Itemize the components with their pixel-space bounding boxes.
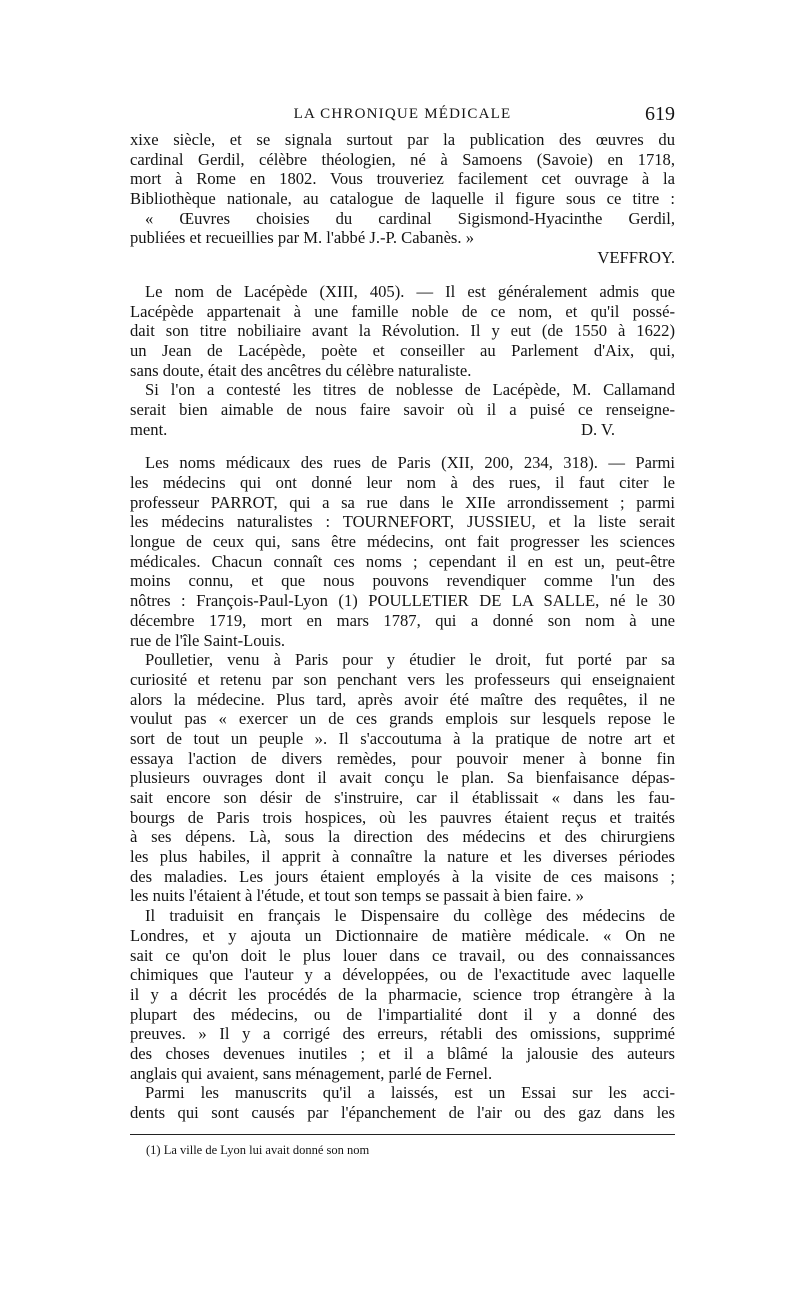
text-line: des choses devenues inutiles ; et il a blâmé la jalousie des auteurs [130, 1043, 675, 1063]
text-line: plupart des médecins, ou de l'impartialité dont il y a donné des [130, 1004, 675, 1024]
text-line: Poulletier, venu à Paris pour y étudier le droit, fut porté par sa [145, 650, 675, 670]
text-line: longue de ceux qui, sans être médecins, ont fait progresser les sciences [130, 532, 675, 552]
text-line: moins connu, et que nous pouvons revendiquer comme l'un des [130, 571, 675, 591]
text-line: alors la médecine. Plus tard, après avoir été maître des requêtes, il ne [130, 689, 675, 709]
text-line: chimiques que l'auteur y a développées, ou de l'exactitude avec laquelle [130, 965, 675, 985]
text-line: voulut pas « exercer un de ces grands emplois sur lesquels repose le [130, 709, 675, 729]
page-number: 619 [645, 103, 675, 125]
text-line: nôtres : François-Paul-Lyon (1) POULLETIER DE LA SALLE, né le 30 [130, 591, 675, 611]
text-line: mort à Rome en 1802. Vous trouveriez facilement cet ouvrage à la [130, 169, 675, 189]
text-line: à ses dépens. Là, sous la direction des médecins et des chirurgiens [130, 827, 675, 847]
text-line: les médecins naturalistes : TOURNEFORT, JUSSIEU, et la liste serait [130, 512, 675, 532]
text-line: sort de tout un peuple ». Il s'accoutuma à la pratique de notre art et [130, 728, 675, 748]
text-line: professeur PARROT, qui a sa rue dans le XIIe arrondissement ; parmi [130, 492, 675, 512]
text-line: plusieurs ouvrages dont il avait conçu le plan. Sa bienfaisance dépas- [130, 768, 675, 788]
text-line: publiées et recueillies par M. l'abbé J.-P. Cabanès. » [130, 228, 474, 248]
text-line: essaya l'action de divers remèdes, pour pouvoir mener à bonne fin [130, 748, 675, 768]
text-line: des maladies. Les jours étaient employés à la visite de ces maisons ; [130, 866, 675, 886]
text-line: sans doute, était des ancêtres du célèbre naturaliste. [130, 360, 472, 380]
text-line: dait son titre nobiliaire avant la Révolution. Il y eut (de 1550 à 1622) [130, 321, 675, 341]
text-line: médicales. Chacun connaît ces noms ; cependant il en est un, peut-être [130, 551, 675, 571]
text-line: Londres, et y ajouta un Dictionnaire de matière médicale. « On ne [130, 925, 675, 945]
text-line: les médecins qui ont donné leur nom à des rues, il faut citer le [130, 473, 675, 492]
text-line: cardinal Gerdil, célèbre théologien, né à Samoens (Savoie) en 1718, [130, 149, 675, 169]
text-line: Les noms médicaux des rues de Paris (XII, 200, 234, 318). — Parmi [145, 453, 675, 473]
signature: VEFFROY. [597, 248, 675, 268]
text-line: Le nom de Lacépède (XIII, 405). — Il est généralement admis que [145, 281, 675, 301]
text-line: il y a décrit les procédés de la pharmacie, science trop étrangère à la [130, 984, 675, 1004]
text-line: Lacépède appartenait à une famille noble de ce nom, et qu'il possé- [130, 301, 675, 321]
text-line: serait bien aimable de nous faire savoir où il a puisé ce renseigne- [130, 399, 675, 419]
running-title: LA CHRONIQUE MÉDICALE [293, 106, 512, 122]
text-line: curiosité et retenu par son penchant vers les professeurs qui enseignaient [130, 669, 675, 689]
text-line: Parmi les manuscrits qu'il a laissés, est un Essai sur les acci- [145, 1083, 675, 1103]
text-line: rue de l'île Saint-Louis. [130, 630, 286, 650]
text-line: preuves. » Il y a corrigé des erreurs, rétabli des omissions, supprimé [130, 1024, 675, 1044]
text-line: un Jean de Lacépède, poète et conseiller au Parlement d'Aix, qui, [130, 340, 675, 360]
text-line: Il traduisit en français le Dispensaire du collège des médecins de [145, 906, 675, 926]
signature: D. V. [581, 419, 615, 439]
footnote-divider [130, 1134, 675, 1135]
text-line: décembre 1719, mort en mars 1787, qui a donné son nom à une [130, 610, 675, 630]
text-line: Bibliothèque nationale, au catalogue de laquelle il figure sous ce titre : [130, 189, 675, 209]
text-line: les nuits l'étaient à l'étude, et tout son temps se passait à bien faire. » [130, 886, 584, 906]
text-line: sait encore son désir de s'instruire, car il établissait « dans les fau- [130, 788, 675, 807]
text-line: Si l'on a contesté les titres de noblesse de Lacépède, M. Callamand [145, 380, 675, 400]
text-line: les plus habiles, il apprit à connaître la nature et les diverses périodes [130, 847, 675, 867]
footnote: (1) La ville de Lyon lui avait donné son nom [146, 1143, 370, 1157]
text-line: dents qui sont causés par l'épanchement de l'air ou des gaz dans les [130, 1103, 675, 1122]
text-line: ment. [130, 419, 168, 439]
text-line: sait ce qu'on doit le plus louer dans ce travail, ou des connaissances [130, 945, 675, 965]
body-text [130, 130, 675, 1123]
text-line: anglais qui avaient, sans ménagement, parlé de Fernel. [130, 1063, 493, 1083]
text-line: « Œuvres choisies du cardinal Sigismond-Hyacinthe Gerdil, [145, 208, 675, 228]
running-head [130, 103, 675, 127]
text-line: xixe siècle, et se signala surtout par la publication des œuvres du [130, 130, 675, 149]
text-line: bourgs de Paris trois hospices, où les pauvres étaient reçus et traités [130, 807, 675, 827]
